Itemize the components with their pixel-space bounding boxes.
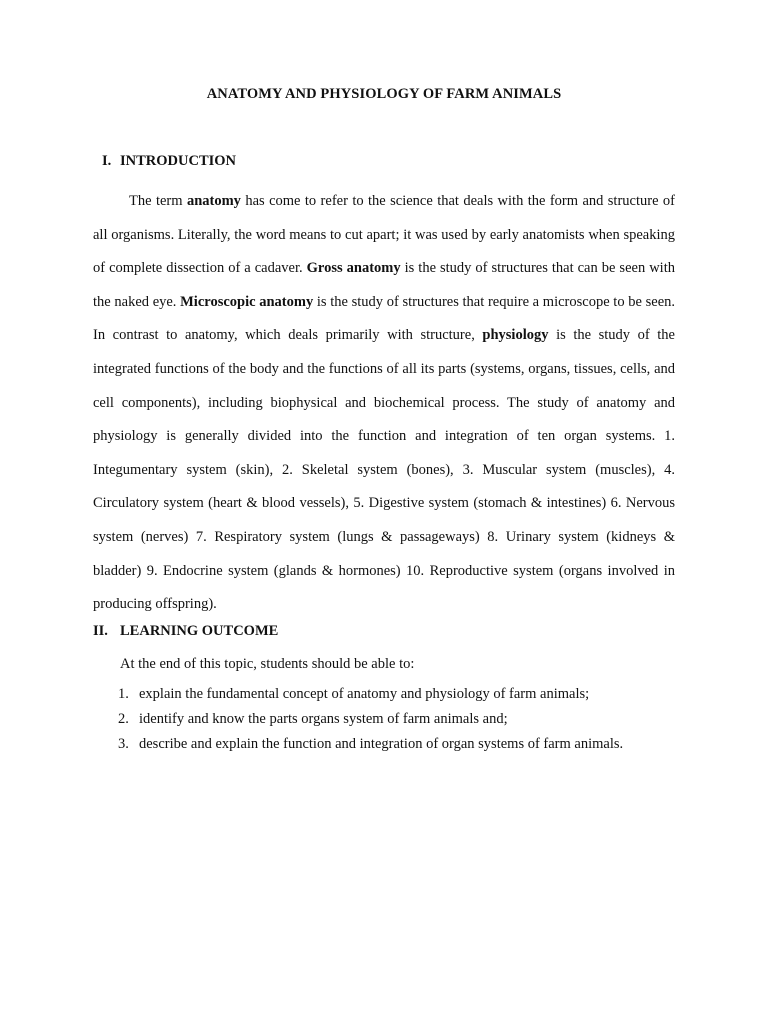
learning-outcome-intro: At the end of this topic, students should be able to: [120,656,415,672]
section-heading-introduction [102,153,236,170]
list-item [118,734,623,759]
bold-term: anatomy [186,193,241,209]
paragraph-text: is the study of structures that require a microscope to be seen. In contrast to anatomy, which deals primarily with structure, [93,293,676,344]
learning-outcome-list [118,684,623,759]
list-item-number: 1. [118,686,129,702]
paragraph-text: is the study of the integrated functions of the body and the functions of all its parts (systems, organs, tissues, cells, and cell components), including biophysical and biochemical process. The study of anatomy and physiology is generally divided into the function and integration of ten organ systems. 1. Integumentary system (skin), 2. Skeletal system (bones), 3. Muscular system (muscles), 4. Circulatory system (heart & blood vessels), 5. Digestive system (stomach & intestines) 6. Nervous system (nerves) 7. Respiratory system (lungs & passageways) 8. Urinary system (kidneys & bladder) 9. Endocrine system (glands & hormones) 10. Reproductive system (organs involved in producing offspring). [93,327,675,613]
section-number: II. [93,623,108,639]
introduction-paragraph [93,185,675,622]
section-heading-learning-outcome [93,623,278,640]
document-title: ANATOMY AND PHYSIOLOGY OF FARM ANIMALS [206,86,562,102]
bold-term: Gross anatomy [306,260,401,277]
list-item-number: 2. [118,711,129,727]
paragraph-text: has come to refer to the science that deals with the form and structure of all organisms. Literally, the word means to cut apart; it was used by early anatomists when speaking of complete dissection of a cadaver. [93,193,675,277]
paragraph-text: is the study of structures that can be seen with the naked eye. [93,260,675,310]
section-number: I. [102,153,112,169]
section-title: INTRODUCTION [120,153,237,169]
paragraph-text: The term [129,193,187,209]
list-item [118,709,623,734]
section-title: LEARNING OUTCOME [120,623,279,639]
list-item-text: explain the fundamental concept of anatomy and physiology of farm animals; [139,686,590,702]
list-item-text: identify and know the parts organs system of farm animals and; [139,711,508,727]
bold-term: Microscopic anatomy [180,293,314,310]
bold-term: physiology [482,327,549,344]
list-item [118,684,623,709]
list-item-number: 3. [118,736,129,752]
list-item-text: describe and explain the function and integration of organ systems of farm animals. [139,736,624,752]
